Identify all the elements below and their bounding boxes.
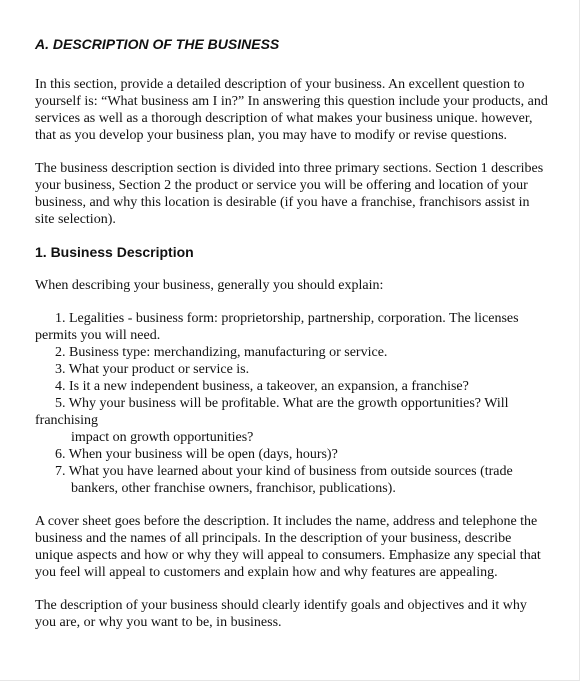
list-item bbox=[35, 395, 551, 446]
subsection-heading: 1. Business Description bbox=[35, 244, 194, 260]
list-item-text: 1. Legalities - business form: proprietorship, partnership, corporation. The licenses bbox=[55, 311, 519, 326]
intro-paragraph-1: In this section, provide a detailed description of your business. An excellent question to yourself is: “What business am I in?” In answering this question include your products, and services as well as a thorough description of what makes your business unique. however, that as you develop your business plan, you may have to modify or revise questions. bbox=[35, 77, 548, 143]
closing-paragraph-2: The description of your business should clearly identify goals and objectives and it why you are, or why you want to be, in business. bbox=[35, 598, 527, 630]
list-item-text: 5. Why your business will be profitable. What are the growth opportunities? Will bbox=[55, 396, 509, 411]
explanation-list bbox=[35, 310, 551, 497]
list-item bbox=[55, 463, 551, 497]
page-content bbox=[35, 36, 551, 647]
list-item bbox=[55, 344, 551, 361]
list-item-text: 6. When your business will be open (days, hours)? bbox=[55, 447, 338, 462]
list-item-text: 4. Is it a new independent business, a takeover, an expansion, a franchise? bbox=[55, 379, 469, 394]
list-item-text: 3. What your product or service is. bbox=[55, 362, 250, 377]
list-item bbox=[55, 361, 551, 378]
list-item bbox=[55, 378, 551, 395]
list-item-hanging: bankers, other franchise owners, franchisor, publications). bbox=[71, 481, 396, 496]
list-item-continuation-2: impact on growth opportunities? bbox=[71, 430, 254, 445]
list-item-continuation: permits you will need. bbox=[35, 328, 161, 343]
section-heading: A. DESCRIPTION OF THE BUSINESS bbox=[35, 36, 280, 52]
list-item-continuation: franchising bbox=[35, 413, 98, 428]
closing-paragraph-1: A cover sheet goes before the description. It includes the name, address and telephone the business and the names of all principals. In the description of your business, describe unique aspects and how or why they will appeal to consumers. Emphasize any special that you feel will appeal to customers and explain how and why features are appealing. bbox=[35, 514, 541, 580]
list-item bbox=[35, 310, 551, 344]
list-item bbox=[55, 446, 551, 463]
list-item-text: 2. Business type: merchandizing, manufacturing or service. bbox=[55, 345, 388, 360]
list-lead: When describing your business, generally you should explain: bbox=[35, 278, 384, 293]
list-item-text: 7. What you have learned about your kind of business from outside sources (trade bbox=[55, 464, 513, 479]
intro-paragraph-2: The business description section is divided into three primary sections. Section 1 describes your business, Section 2 the product or service you will be offering and location of your business, and why this location is desirable (if you have a franchise, franchisors assist in site selection). bbox=[35, 161, 544, 227]
